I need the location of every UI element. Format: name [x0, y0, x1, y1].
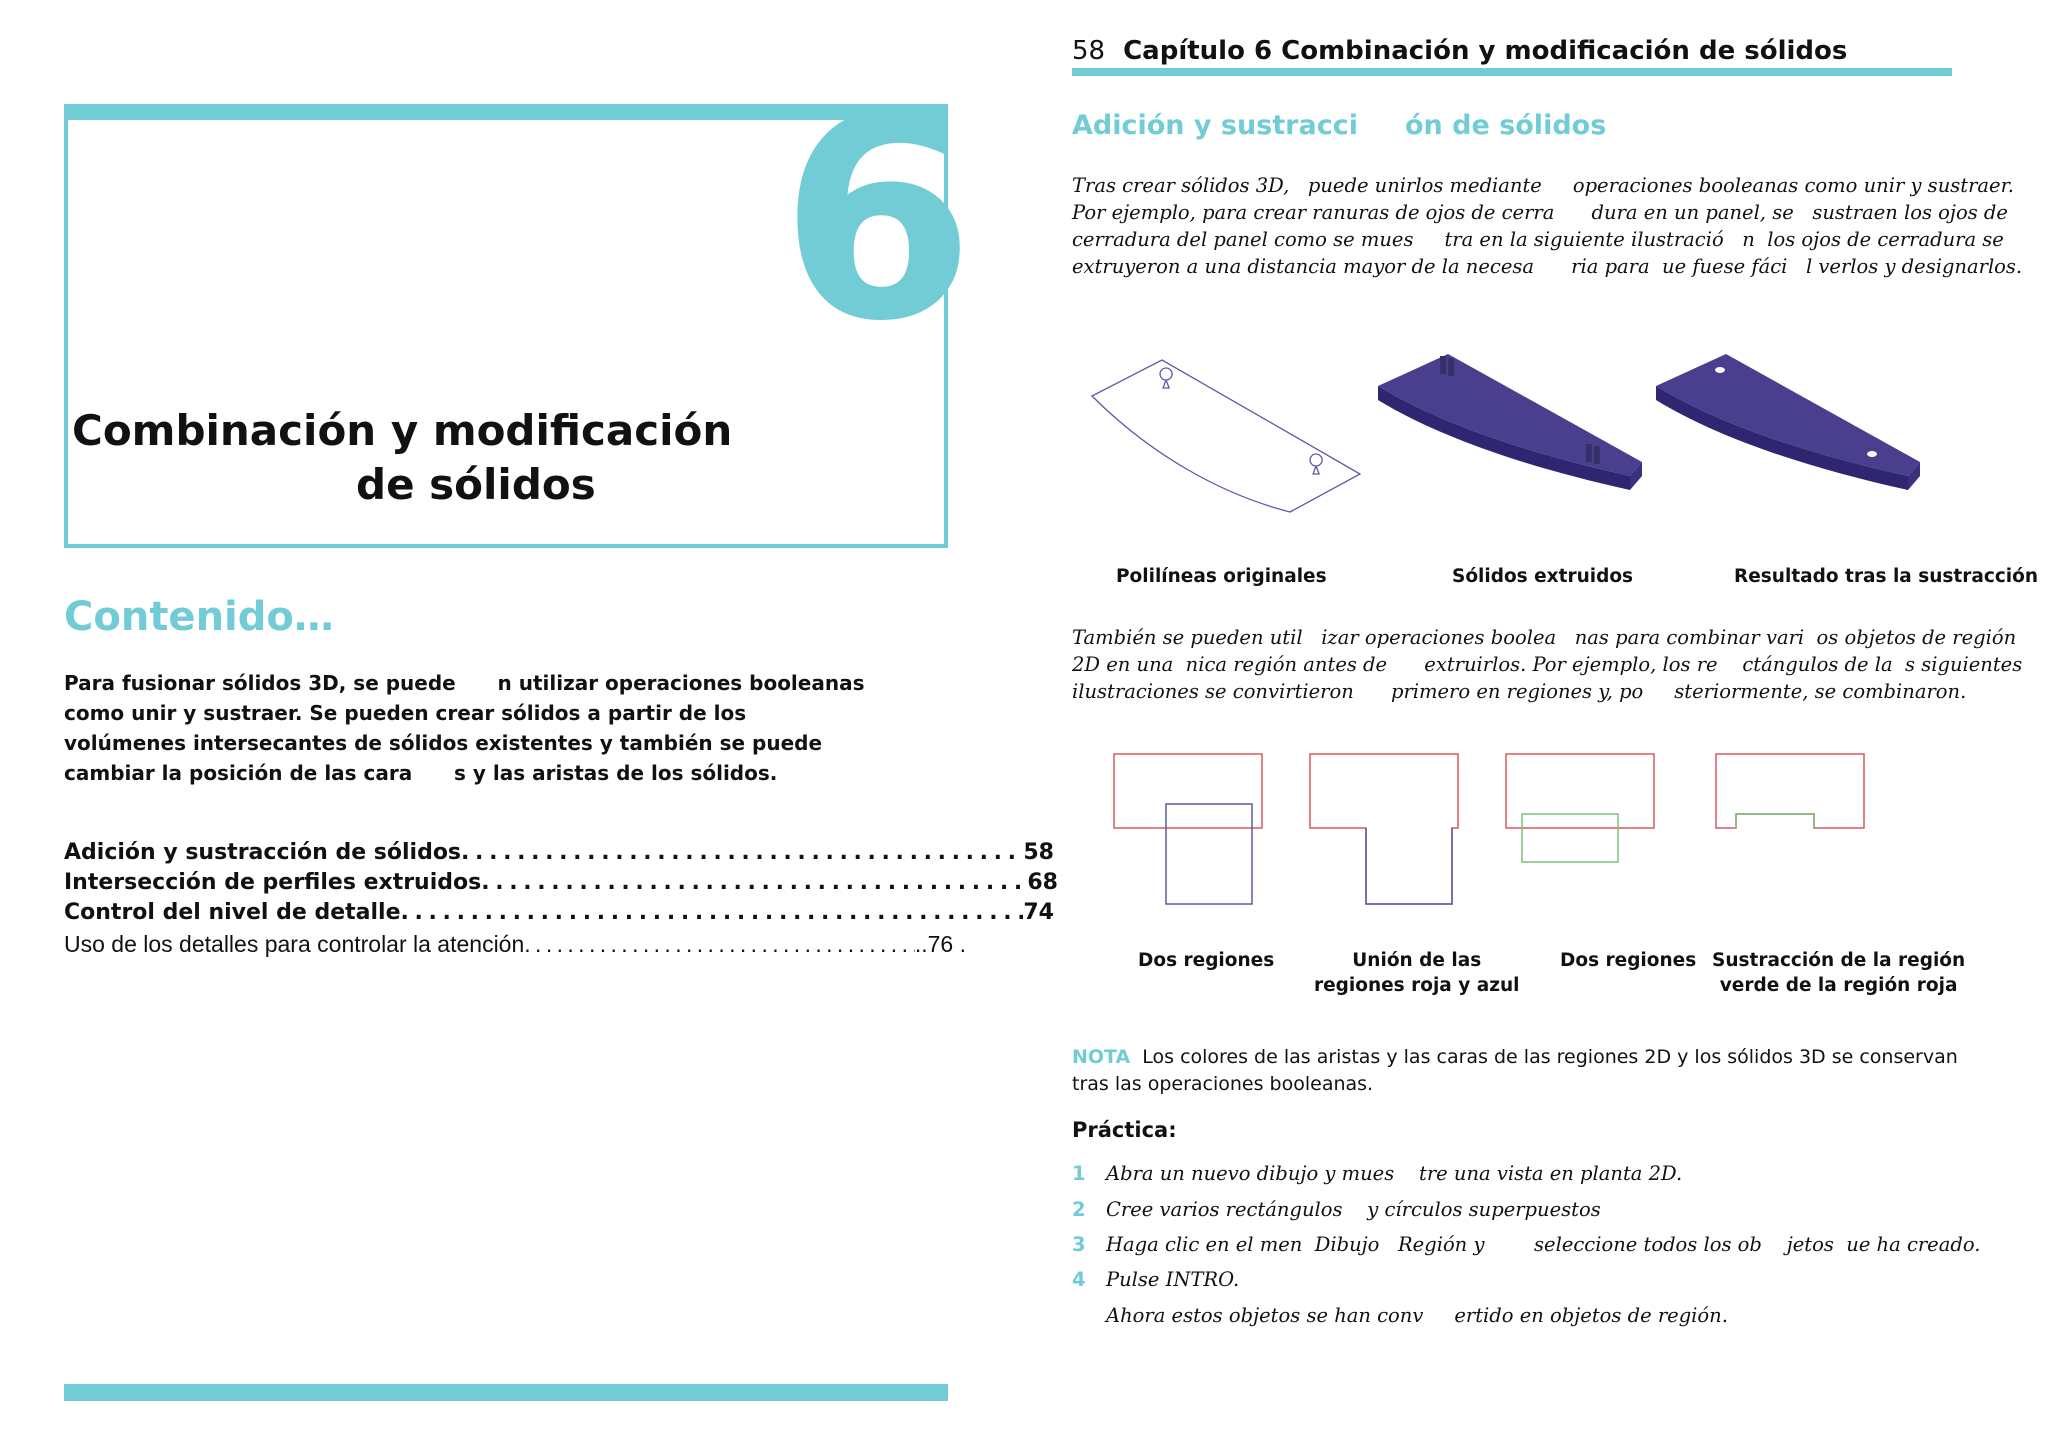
step-item [1072, 1160, 1682, 1188]
toc-entry[interactable] [64, 898, 1054, 928]
toc-entry-label: Uso de los detalles para controlar la atención [64, 931, 525, 957]
contents-intro-line: Para fusionar sólidos 3D, se puede n utilizar operaciones booleanas [64, 671, 865, 695]
toc-entry-page: 74 [1023, 900, 1054, 925]
contents-heading: Contenido… [64, 594, 334, 640]
running-head-bar [1072, 68, 1952, 76]
step-text: Abra un nuevo dibujo y mues tre una vista en planta 2D. [1106, 1162, 1683, 1185]
subtraction-result-figure [1656, 354, 1920, 490]
practice-heading: Práctica: [1072, 1118, 1177, 1142]
paragraph-line: ilustraciones se convirtieron primero en regiones y, po steriormente, se combinaron. [1072, 680, 1967, 703]
toc-entry[interactable] [64, 838, 1054, 868]
union-region [1310, 754, 1458, 904]
figure1-caption: Resultado tras la sustracción [1734, 566, 2039, 587]
step-number: 1 [1072, 1162, 1086, 1185]
toc-entry[interactable] [64, 929, 966, 959]
step-text: Ahora estos objetos se han conv ertido en objetos de región. [1106, 1304, 1728, 1327]
toc-entry[interactable] [64, 868, 1058, 898]
running-head-title: Capítulo 6 Combinación y modificación de sólidos [1123, 36, 1848, 66]
section-heading: Adición y sustracci ón de sólidos [1072, 110, 1607, 141]
contents-intro-line: como unir y sustraer. Se pueden crear sólidos a partir de los [64, 701, 747, 725]
chapter-title-line1: Combinación y modificación [72, 406, 733, 455]
running-head [1072, 36, 1847, 66]
extruded-solids-figure [1378, 354, 1642, 490]
step-item [1072, 1302, 1728, 1330]
toc-leader-dots [481, 868, 1027, 898]
polyline-outline-figure [1092, 360, 1360, 512]
step-text: Pulse INTRO. [1106, 1268, 1240, 1291]
contents-intro-line: volúmenes intersecantes de sólidos existentes y también se puede [64, 731, 823, 755]
two-regions-red-green [1506, 754, 1654, 862]
toc-entry-label: Adición y sustracción de sólidos [64, 840, 462, 865]
figure2-caption: Sustracción de la región verde de la región roja [1712, 950, 1966, 996]
figure1-caption: Sólidos extruidos [1452, 566, 1634, 587]
note-block [1072, 1044, 1972, 1098]
contents-intro-line: cambiar la posición de las cara s y las aristas de los sólidos. [64, 761, 778, 785]
toc-leader-dots [401, 898, 1024, 928]
step-item [1072, 1231, 1980, 1259]
contents-intro [64, 668, 944, 788]
figure-regions [1100, 748, 1880, 914]
figure1-caption: Polilíneas originales [1116, 566, 1327, 587]
step-number: 2 [1072, 1198, 1086, 1221]
figure2-caption: Dos regiones [1138, 950, 1275, 971]
step-number: 4 [1072, 1268, 1086, 1291]
note-text: Los colores de las aristas y las caras de las regiones 2D y los sólidos 3D se conservan tras las operaciones booleanas. [1072, 1046, 1958, 1095]
page-number: 58 [1072, 36, 1106, 66]
paragraph-line: cerradura del panel como se mues tra en la siguiente ilustració n los ojos de cerradura se [1072, 228, 2004, 251]
paragraph-line: Por ejemplo, para crear ranuras de ojos de cerra dura en un panel, se sustraen los ojos de [1072, 201, 2008, 224]
figure2-caption: Dos regiones [1560, 950, 1697, 971]
regions-paragraph [1072, 624, 2022, 705]
two-regions-red-blue [1114, 754, 1262, 904]
paragraph-line: También se pueden util izar operaciones boolea nas para combinar vari os objetos de región [1072, 626, 2017, 649]
paragraph-line: Tras crear sólidos 3D, puede unirlos mediante operaciones booleanas como unir y sustraer. [1072, 174, 2014, 197]
toc-entry-label: Intersección de perfiles extruidos [64, 870, 482, 895]
step-text: Haga clic en el men Dibujo Región y seleccione todos los ob jetos ue ha creado. [1106, 1233, 1981, 1256]
note-label: NOTA [1072, 1046, 1131, 1068]
toc-leader-dots [461, 838, 1023, 868]
paragraph-line: 2D en una nica región antes de extruirlos. Por ejemplo, los re ctángulos de la s siguientes [1072, 653, 2023, 676]
toc-entry-page: ..76 . [914, 931, 966, 957]
toc-entry-label: Control del nivel de detalle [64, 900, 401, 925]
toc-entry-page: 68 [1027, 870, 1058, 895]
subtraction-region [1716, 754, 1864, 828]
step-item [1072, 1196, 1601, 1224]
paragraph-line: extruyeron a una distancia mayor de la necesa ria para ue fuese fáci l verlos y designarlos. [1072, 255, 2023, 278]
chapter-title-line2: de sólidos [356, 460, 596, 509]
step-item [1072, 1266, 1239, 1294]
step-text: Cree varios rectángulos y círculos superpuestos [1106, 1198, 1601, 1221]
figure-extrusion [1090, 344, 1930, 524]
step-number: 3 [1072, 1233, 1086, 1256]
chapter-number: 6 [780, 57, 975, 383]
figure2-caption: Unión de las regiones roja y azul [1314, 950, 1520, 996]
toc-leader-dots [524, 929, 915, 959]
left-bottom-bar [64, 1384, 948, 1401]
intro-paragraph [1072, 172, 2022, 280]
toc-entry-page: 58 [1023, 840, 1054, 865]
